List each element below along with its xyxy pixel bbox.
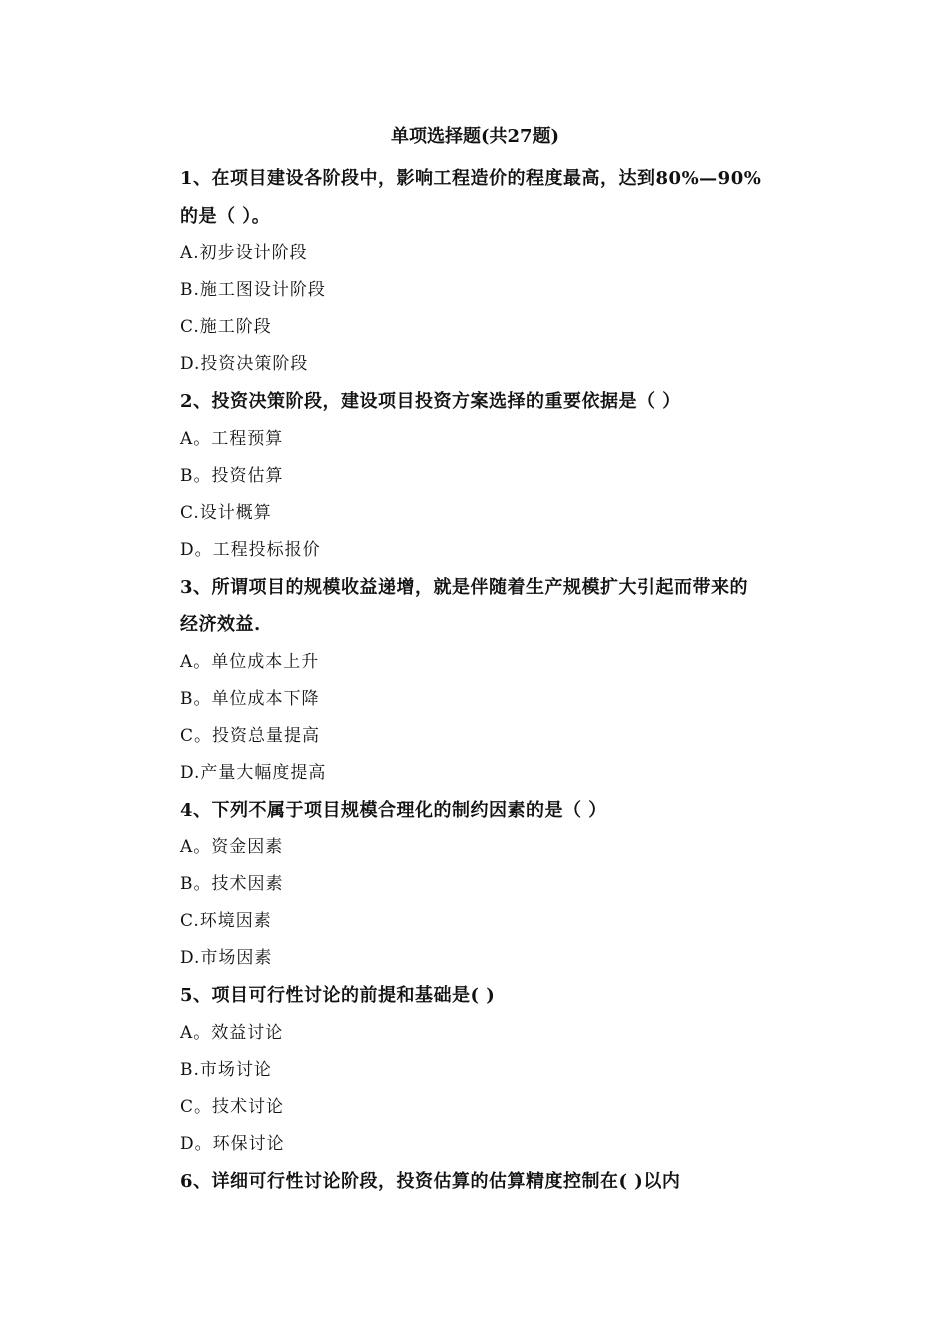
option-d: D。环保讨论 xyxy=(180,1133,285,1154)
option-c: C.环境因素 xyxy=(180,911,272,931)
option-b: B。投资估算 xyxy=(180,465,284,486)
question-6 xyxy=(180,1163,780,1201)
option-d: D.投资决策阶段 xyxy=(180,354,309,374)
question-2 xyxy=(180,383,780,569)
question-text: 5、项目可行性讨论的前提和基础是( ) xyxy=(180,985,496,1006)
option-c: C.设计概算 xyxy=(180,502,272,523)
question-text: 的是（ ）。 xyxy=(180,205,271,227)
option-a: A。单位成本上升 xyxy=(180,651,320,672)
option-b: B。技术因素 xyxy=(180,874,284,894)
option-b: B.市场讨论 xyxy=(180,1059,272,1080)
option-b: B.施工图设计阶段 xyxy=(180,280,326,300)
question-list xyxy=(180,160,780,1200)
option-a: A。效益讨论 xyxy=(180,1022,284,1043)
question-text: 6、详细可行性讨论阶段，投资估算的估算精度控制在( )以内 xyxy=(180,1170,681,1192)
question-3 xyxy=(180,569,780,792)
question-5 xyxy=(180,977,780,1163)
option-c: C。投资总量提高 xyxy=(180,725,321,746)
question-text: 1、在项目建设各阶段中，影响工程造价的程度最高，达到80%—90% xyxy=(180,168,762,189)
option-a: A。资金因素 xyxy=(180,837,284,857)
question-text: 经济效益. xyxy=(180,614,261,635)
option-d: D.产量大幅度提高 xyxy=(180,762,327,783)
question-1 xyxy=(180,160,780,383)
question-text: 4、下列不属于项目规模合理化的制约因素的是（ ） xyxy=(180,799,607,821)
option-d: D.市场因素 xyxy=(180,948,273,968)
option-b: B。单位成本下降 xyxy=(180,688,320,709)
question-4 xyxy=(180,792,780,978)
section-title: 单项选择题(共27题) xyxy=(390,126,560,147)
option-a: A。工程预算 xyxy=(180,428,284,449)
question-text: 2、投资决策阶段，建设项目投资方案选择的重要依据是（ ） xyxy=(180,391,681,412)
question-text: 3、所谓项目的规模收益递增，就是伴随着生产规模扩大引起而带来的 xyxy=(180,576,749,598)
option-c: C.施工阶段 xyxy=(180,317,272,337)
option-d: D。工程投标报价 xyxy=(180,539,321,560)
option-c: C。技术讨论 xyxy=(180,1096,285,1117)
option-a: A.初步设计阶段 xyxy=(180,243,308,263)
